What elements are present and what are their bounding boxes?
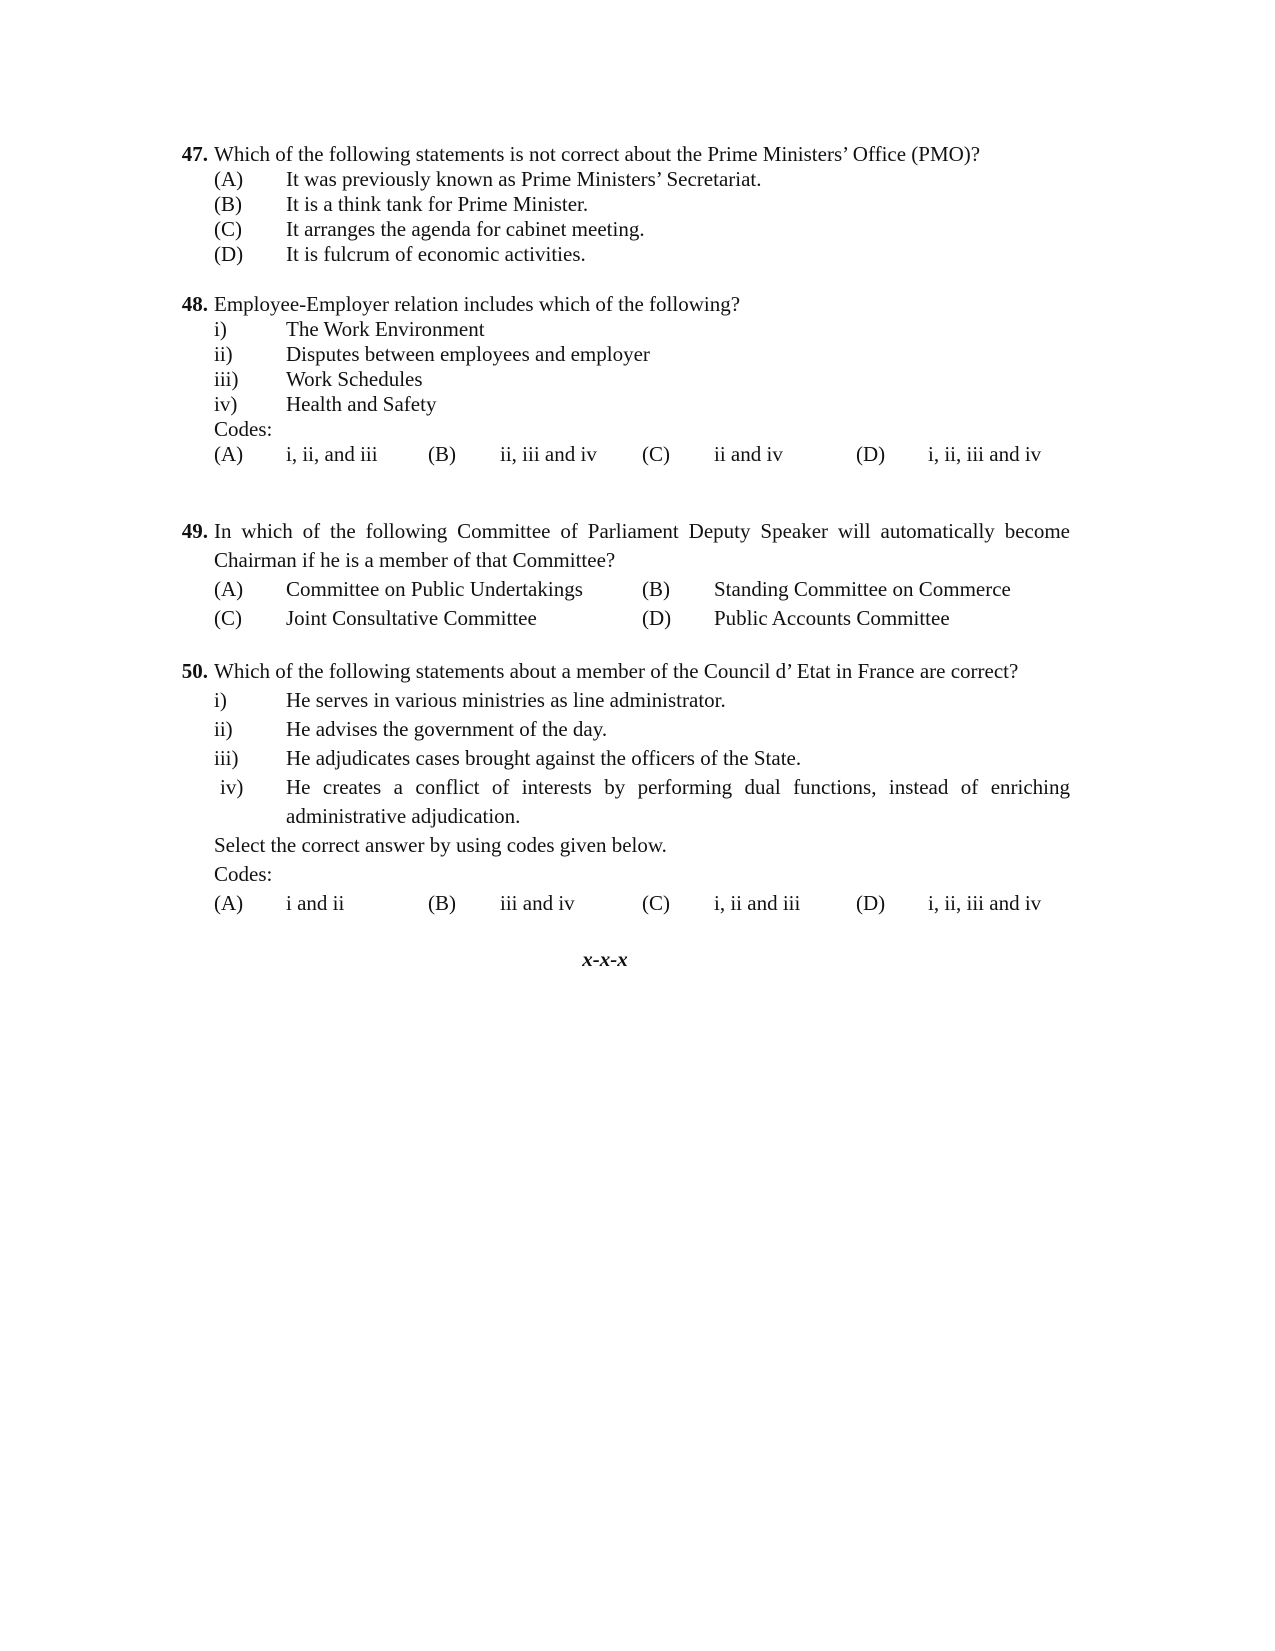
statement-text: He advises the government of the day. bbox=[286, 717, 608, 741]
statement-label: ii) bbox=[214, 717, 233, 741]
option-text: i, ii, and iii bbox=[286, 442, 378, 466]
statement-text: Work Schedules bbox=[286, 367, 423, 391]
instruction-text: Select the correct answer by using codes given below. bbox=[214, 833, 667, 857]
statement-label: iv) bbox=[214, 392, 238, 416]
statement bbox=[214, 686, 1070, 715]
option-label: (C) bbox=[214, 606, 242, 630]
question-text: In which of the following Committee of Parliament Deputy Speaker will automatically become Chairman if he is a member of that Committee? bbox=[214, 519, 1070, 572]
option-label: (A) bbox=[214, 577, 244, 601]
statement bbox=[214, 342, 1070, 367]
option-text: Public Accounts Committee bbox=[714, 606, 950, 630]
statement bbox=[214, 773, 1070, 831]
option-label: (D) bbox=[856, 891, 886, 915]
statement-text: He serves in various ministries as line administrator. bbox=[286, 688, 726, 712]
option-text: It was previously known as Prime Ministers’ Secretariat. bbox=[286, 167, 762, 191]
option-text: ii and iv bbox=[714, 442, 783, 466]
option-text: It arranges the agenda for cabinet meeting. bbox=[286, 217, 645, 241]
option-label: (C) bbox=[214, 217, 242, 241]
statement bbox=[214, 317, 1070, 342]
question-number: 50. bbox=[181, 659, 208, 683]
statement-text: Disputes between employees and employer bbox=[286, 342, 650, 366]
option-text: iii and iv bbox=[500, 891, 575, 915]
question-text: Which of the following statements about a member of the Council d’ Etat in France are correct? bbox=[214, 659, 1019, 683]
statement bbox=[214, 392, 1070, 417]
statement bbox=[214, 744, 1070, 773]
statement-text: He adjudicates cases brought against the officers of the State. bbox=[286, 746, 802, 770]
statement-label: iv) bbox=[220, 775, 244, 799]
statement-label: iii) bbox=[214, 746, 239, 770]
question-49 bbox=[170, 517, 1070, 633]
statement bbox=[214, 367, 1070, 392]
statement-text: The Work Environment bbox=[286, 317, 485, 341]
statement-label: iii) bbox=[214, 367, 239, 391]
option-text: It is a think tank for Prime Minister. bbox=[286, 192, 589, 216]
option-label: (A) bbox=[214, 891, 244, 915]
option-label: (C) bbox=[642, 891, 670, 915]
statement-text: Health and Safety bbox=[286, 392, 437, 416]
option bbox=[214, 242, 1070, 267]
options-row bbox=[214, 889, 1070, 918]
option-text: Joint Consultative Committee bbox=[286, 606, 537, 630]
option-label: (B) bbox=[214, 192, 242, 216]
codes-label: Codes: bbox=[214, 417, 273, 441]
option-text: i and ii bbox=[286, 891, 345, 915]
option-label: (B) bbox=[428, 891, 456, 915]
option bbox=[214, 167, 1070, 192]
options-grid bbox=[214, 575, 1070, 633]
option-label: (A) bbox=[214, 442, 244, 466]
statement-list bbox=[214, 686, 1070, 831]
option-text: ii, iii and iv bbox=[500, 442, 597, 466]
question-number: 48. bbox=[181, 292, 208, 316]
option-label: (D) bbox=[642, 606, 672, 630]
question-number: 47. bbox=[181, 142, 208, 166]
statement bbox=[214, 715, 1070, 744]
option-label: (D) bbox=[856, 442, 886, 466]
option bbox=[214, 192, 1070, 217]
options-row bbox=[214, 442, 1070, 467]
option-text: Committee on Public Undertakings bbox=[286, 577, 583, 601]
question-50 bbox=[170, 657, 1070, 918]
option-text: i, ii, iii and iv bbox=[928, 442, 1042, 466]
end-mark: x-x-x bbox=[582, 947, 628, 971]
statement-label: ii) bbox=[214, 342, 233, 366]
option-label: (A) bbox=[214, 167, 244, 191]
option-text: It is fulcrum of economic activities. bbox=[286, 242, 586, 266]
question-48 bbox=[170, 292, 1070, 467]
codes-label: Codes: bbox=[214, 862, 273, 886]
question-text: Which of the following statements is not correct about the Prime Ministers’ Office (PMO)? bbox=[214, 142, 981, 166]
option-label: (D) bbox=[214, 242, 244, 266]
statement-label: i) bbox=[214, 688, 227, 712]
statement-list bbox=[214, 317, 1070, 417]
question-47 bbox=[170, 142, 1070, 267]
option-label: (B) bbox=[642, 577, 670, 601]
option-text: Standing Committee on Commerce bbox=[714, 577, 1011, 601]
option-text: i, ii and iii bbox=[714, 891, 801, 915]
option-text: i, ii, iii and iv bbox=[928, 891, 1042, 915]
question-text: Employee-Employer relation includes which of the following? bbox=[214, 292, 741, 316]
question-number: 49. bbox=[181, 519, 208, 543]
options-list bbox=[214, 167, 1070, 267]
option bbox=[214, 217, 1070, 242]
option-label: (C) bbox=[642, 442, 670, 466]
option-label: (B) bbox=[428, 442, 456, 466]
statement-label: i) bbox=[214, 317, 227, 341]
statement-text: He creates a conflict of interests by performing dual functions, instead of enriching administrative adjudication. bbox=[286, 775, 1070, 828]
